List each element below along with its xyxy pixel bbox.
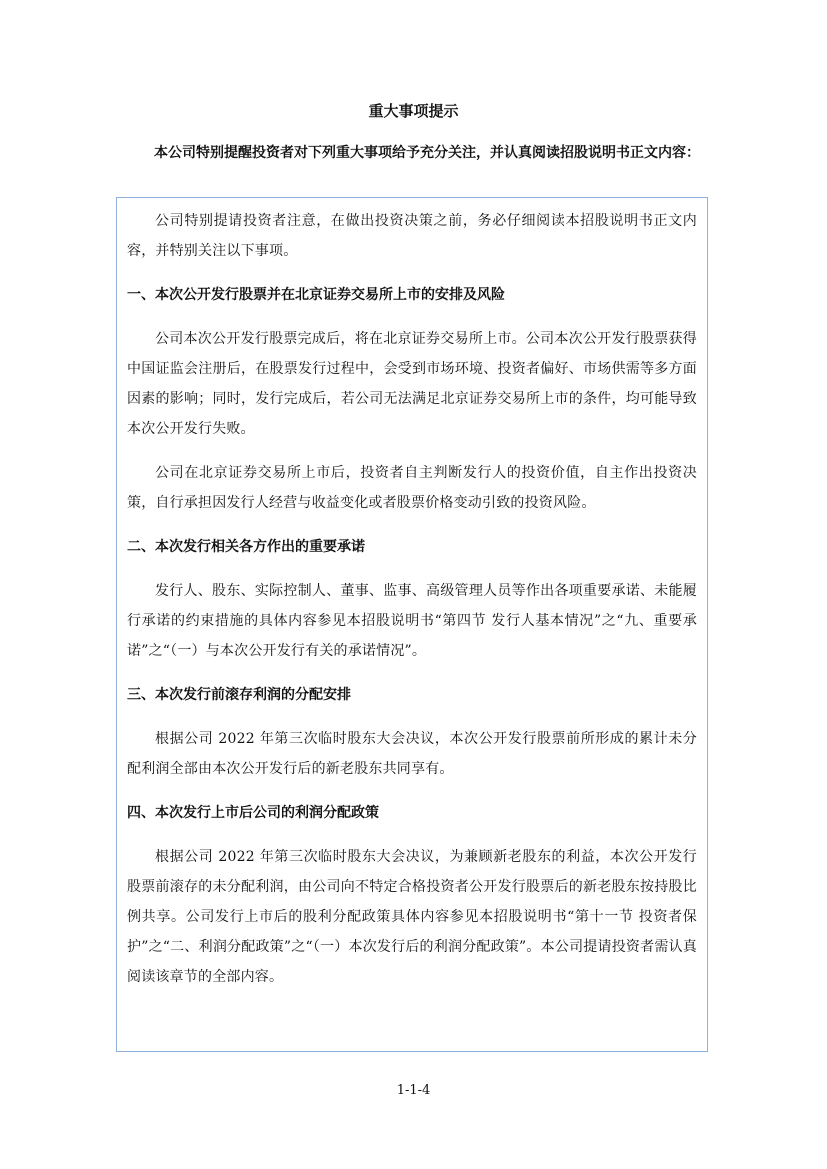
section-2 — [127, 532, 697, 666]
section-paragraph: 发行人、股东、实际控制人、董事、监事、高级管理人员等作出各项重要承诺、未能履行承诺的约束措施的具体内容参见本招股说明书“第四节 发行人基本情况”之“九、重要承诺”之“（一）与本次公开发行有关的承诺情况”。 — [127, 583, 697, 659]
section-heading: 三、本次发行前滚存利润的分配安排 — [127, 687, 351, 703]
section-heading: 一、本次公开发行股票并在北京证券交易所上市的安排及风险 — [127, 287, 505, 303]
notice-box — [116, 197, 708, 1052]
section-4 — [127, 798, 697, 992]
section-paragraph: 根据公司 2022 年第三次临时股东大会决议，为兼顾新老股东的利益，本次公开发行股票前滚存的未分配利润，由公司向不特定合格投资者公开发行股票后的新老股东按持股比例共享。公司发行上市后的股利分配政策具体内容参见本招股说明书“第十一节 投资者保护”之“二、利润分配政策”之“（一）本次发行后的利润分配政策”。本公司提请投资者需认真阅读该章节的全部内容。 — [127, 849, 697, 985]
opening-paragraph: 公司特别提请投资者注意，在做出投资决策之前，务必仔细阅读本招股说明书正文内容，并特别关注以下事项。 — [127, 213, 697, 259]
section-paragraph: 公司本次公开发行股票完成后，将在北京证券交易所上市。公司本次公开发行股票获得中国证监会注册后，在股票发行过程中，会受到市场环境、投资者偏好、市场供需等多方面因素的影响；同时，发行完成后，若公司无法满足北京证券交易所上市的条件，均可能导致本次公开发行失败。 — [127, 331, 697, 437]
section-heading: 四、本次发行上市后公司的利润分配政策 — [127, 805, 379, 821]
section-1 — [127, 280, 697, 518]
page-title: 重大事项提示 — [368, 102, 459, 120]
section-paragraph: 公司在北京证券交易所上市后，投资者自主判断发行人的投资价值，自主作出投资决策，自行承担因发行人经营与收益变化或者股票价格变动引致的投资风险。 — [127, 465, 697, 511]
intro-notice: 本公司特别提醒投资者对下列重大事项给予充分关注，并认真阅读招股说明书正文内容： — [154, 145, 700, 161]
page-number: 1-1-4 — [396, 1083, 431, 1098]
section-3 — [127, 680, 697, 784]
section-paragraph: 根据公司 2022 年第三次临时股东大会决议，本次公开发行股票前所形成的累计未分配利润全部由本次公开发行后的新老股东共同享有。 — [127, 731, 697, 777]
section-heading: 二、本次发行相关各方作出的重要承诺 — [127, 539, 365, 555]
